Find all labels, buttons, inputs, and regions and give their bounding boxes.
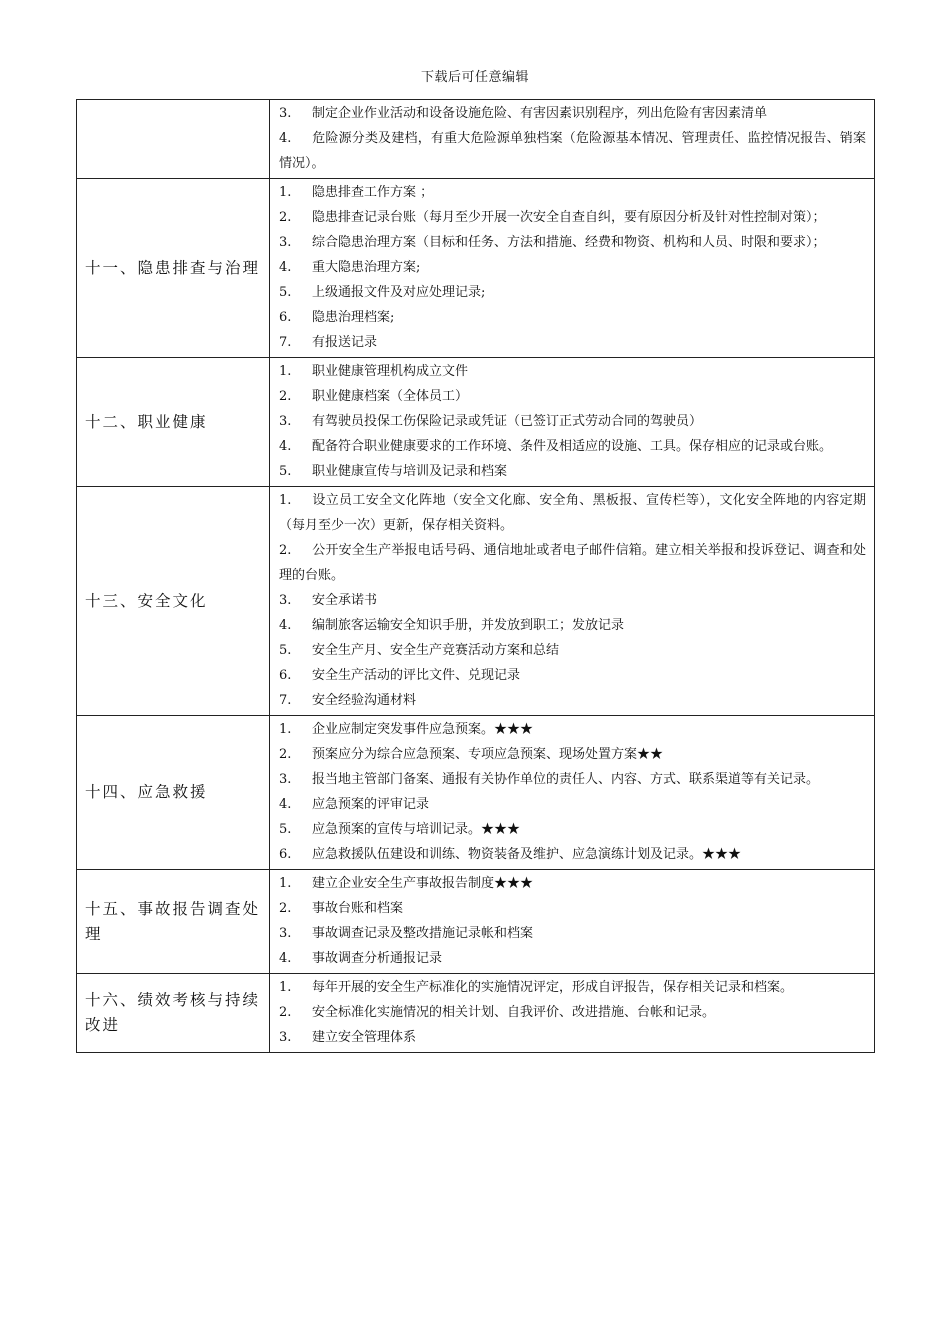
item-text: 职业健康宣传与培训及记录和档案 bbox=[312, 464, 508, 479]
item-text: 安全生产月、安全生产竞赛活动方案和总结 bbox=[312, 643, 560, 658]
item-text: 建立企业安全生产事故报告制度★★★ bbox=[312, 876, 534, 891]
item-text: 安全经验沟通材料 bbox=[312, 693, 417, 708]
item-text: 预案应分为综合应急预案、专项应急预案、现场处置方案★★ bbox=[312, 747, 664, 762]
section-row bbox=[77, 487, 875, 716]
item-text: 制定企业作业活动和设备设施危险、有害因素识别程序，列出危险有害因素清单 bbox=[312, 106, 768, 121]
section-title: 十六、绩效考核与持续改进 bbox=[77, 974, 270, 1053]
item-text: 重大隐患治理方案; bbox=[312, 260, 421, 275]
list-item bbox=[279, 255, 866, 280]
item-number: 3. bbox=[279, 772, 292, 787]
item-text: 有驾驶员投保工伤保险记录或凭证（已签订正式劳动合同的驾驶员） bbox=[312, 414, 703, 429]
section-items bbox=[270, 179, 875, 358]
list-item bbox=[279, 663, 866, 688]
item-text: 应急救援队伍建设和训练、物资装备及维护、应急演练计划及记录。★★★ bbox=[312, 847, 742, 862]
item-number: 4. bbox=[279, 439, 292, 454]
item-number: 1. bbox=[279, 185, 292, 200]
section-title bbox=[77, 100, 270, 179]
list-item bbox=[279, 359, 866, 384]
item-text: 事故调查记录及整改措施记录帐和档案 bbox=[312, 926, 534, 941]
section-items bbox=[270, 487, 875, 716]
list-item bbox=[279, 101, 866, 126]
section-row bbox=[77, 716, 875, 870]
item-text: 上级通报文件及对应处理记录; bbox=[312, 285, 486, 300]
item-number: 6. bbox=[279, 847, 292, 862]
item-number: 4. bbox=[279, 618, 292, 633]
list-item bbox=[279, 488, 866, 538]
item-text: 配备符合职业健康要求的工作环境、条件及相适应的设施、工具。保存相应的记录或台账。 bbox=[312, 439, 833, 454]
list-item bbox=[279, 638, 866, 663]
item-number: 2. bbox=[279, 389, 292, 404]
item-text: 综合隐患治理方案（目标和任务、方法和措施、经费和物资、机构和人员、时限和要求）； bbox=[312, 235, 826, 250]
section-items bbox=[270, 870, 875, 974]
list-item bbox=[279, 946, 866, 971]
item-text: 安全生产活动的评比文件、兑现记录 bbox=[312, 668, 521, 683]
list-item bbox=[279, 330, 866, 355]
list-item bbox=[279, 538, 866, 588]
item-text: 隐患排查记录台账（每月至少开展一次安全自查自纠，要有原因分析及针对性控制对策）； bbox=[312, 210, 826, 225]
list-item bbox=[279, 434, 866, 459]
section-items bbox=[270, 358, 875, 487]
item-number: 3. bbox=[279, 1030, 292, 1045]
list-item bbox=[279, 305, 866, 330]
item-number: 2. bbox=[279, 543, 292, 558]
item-number: 6. bbox=[279, 668, 292, 683]
item-number: 5. bbox=[279, 464, 292, 479]
list-item bbox=[279, 230, 866, 255]
list-item bbox=[279, 205, 866, 230]
item-number: 5. bbox=[279, 643, 292, 658]
item-number: 3. bbox=[279, 926, 292, 941]
item-number: 1. bbox=[279, 364, 292, 379]
section-row bbox=[77, 179, 875, 358]
item-text: 安全承诺书 bbox=[312, 593, 378, 608]
section-title: 十五、事故报告调查处理 bbox=[77, 870, 270, 974]
item-number: 2. bbox=[279, 210, 292, 225]
item-number: 3. bbox=[279, 593, 292, 608]
list-item bbox=[279, 459, 866, 484]
item-number: 2. bbox=[279, 1005, 292, 1020]
section-row bbox=[77, 358, 875, 487]
item-number: 1. bbox=[279, 876, 292, 891]
list-item bbox=[279, 280, 866, 305]
list-item bbox=[279, 871, 866, 896]
list-item bbox=[279, 896, 866, 921]
list-item bbox=[279, 921, 866, 946]
item-number: 2. bbox=[279, 747, 292, 762]
list-item bbox=[279, 409, 866, 434]
item-text: 应急预案的宣传与培训记录。★★★ bbox=[312, 822, 521, 837]
list-item bbox=[279, 613, 866, 638]
item-text: 隐患排查工作方案 ； bbox=[312, 185, 434, 200]
item-text: 应急预案的评审记录 bbox=[312, 797, 430, 812]
list-item bbox=[279, 180, 866, 205]
list-item bbox=[279, 767, 866, 792]
item-text: 隐患治理档案; bbox=[312, 310, 395, 325]
item-number: 4. bbox=[279, 797, 292, 812]
item-text: 公开安全生产举报电话号码、通信地址或者电子邮件信箱。建立相关举报和投诉登记、调查和处理的台账。 bbox=[279, 543, 866, 583]
list-item bbox=[279, 742, 866, 767]
item-text: 建立安全管理体系 bbox=[312, 1030, 417, 1045]
section-items bbox=[270, 100, 875, 179]
item-text: 编制旅客运输安全知识手册，并发放到职工；发放记录 bbox=[312, 618, 625, 633]
section-row bbox=[77, 974, 875, 1053]
item-number: 3. bbox=[279, 414, 292, 429]
item-number: 3. bbox=[279, 235, 292, 250]
section-row bbox=[77, 870, 875, 974]
item-text: 每年开展的安全生产标准化的实施情况评定，形成自评报告，保存相关记录和档案。 bbox=[312, 980, 794, 995]
list-item bbox=[279, 1025, 866, 1050]
section-row bbox=[77, 100, 875, 179]
item-text: 设立员工安全文化阵地（安全文化廊、安全角、黑板报、宣传栏等），文化安全阵地的内容定期（每月至少一次）更新，保存相关资料。 bbox=[279, 493, 866, 533]
item-number: 4. bbox=[279, 951, 292, 966]
item-text: 有报送记录 bbox=[312, 335, 378, 350]
list-item bbox=[279, 384, 866, 409]
list-item bbox=[279, 126, 866, 176]
item-number: 7. bbox=[279, 693, 292, 708]
item-number: 1. bbox=[279, 980, 292, 995]
item-text: 事故调查分析通报记录 bbox=[312, 951, 443, 966]
section-title: 十一、隐患排查与治理 bbox=[77, 179, 270, 358]
section-title: 十三、安全文化 bbox=[77, 487, 270, 716]
item-text: 危险源分类及建档，有重大危险源单独档案（危险源基本情况、管理责任、监控情况报告、销案情况）。 bbox=[279, 131, 866, 171]
list-item bbox=[279, 975, 866, 1000]
page-header: 下载后可任意编辑 bbox=[420, 70, 529, 85]
item-number: 2. bbox=[279, 901, 292, 916]
item-text: 安全标准化实施情况的相关计划、自我评价、改进措施、台帐和记录。 bbox=[312, 1005, 716, 1020]
section-items bbox=[270, 974, 875, 1053]
list-item bbox=[279, 792, 866, 817]
item-number: 1. bbox=[279, 493, 292, 508]
item-number: 6. bbox=[279, 310, 292, 325]
list-item bbox=[279, 588, 866, 613]
item-text: 报当地主管部门备案、通报有关协作单位的责任人、内容、方式、联系渠道等有关记录。 bbox=[312, 772, 820, 787]
section-items bbox=[270, 716, 875, 870]
item-number: 5. bbox=[279, 285, 292, 300]
list-item bbox=[279, 1000, 866, 1025]
section-title: 十二、职业健康 bbox=[77, 358, 270, 487]
list-item bbox=[279, 717, 866, 742]
item-number: 4. bbox=[279, 131, 292, 146]
list-item bbox=[279, 842, 866, 867]
list-item bbox=[279, 817, 866, 842]
requirements-table bbox=[76, 99, 875, 1053]
item-text: 事故台账和档案 bbox=[312, 901, 404, 916]
item-text: 职业健康档案（全体员工） bbox=[312, 389, 469, 404]
item-number: 7. bbox=[279, 335, 292, 350]
section-title: 十四、应急救援 bbox=[77, 716, 270, 870]
item-number: 4. bbox=[279, 260, 292, 275]
item-text: 职业健康管理机构成立文件 bbox=[312, 364, 469, 379]
list-item bbox=[279, 688, 866, 713]
item-number: 1. bbox=[279, 722, 292, 737]
item-number: 5. bbox=[279, 822, 292, 837]
item-text: 企业应制定突发事件应急预案。★★★ bbox=[312, 722, 534, 737]
item-number: 3. bbox=[279, 106, 292, 121]
